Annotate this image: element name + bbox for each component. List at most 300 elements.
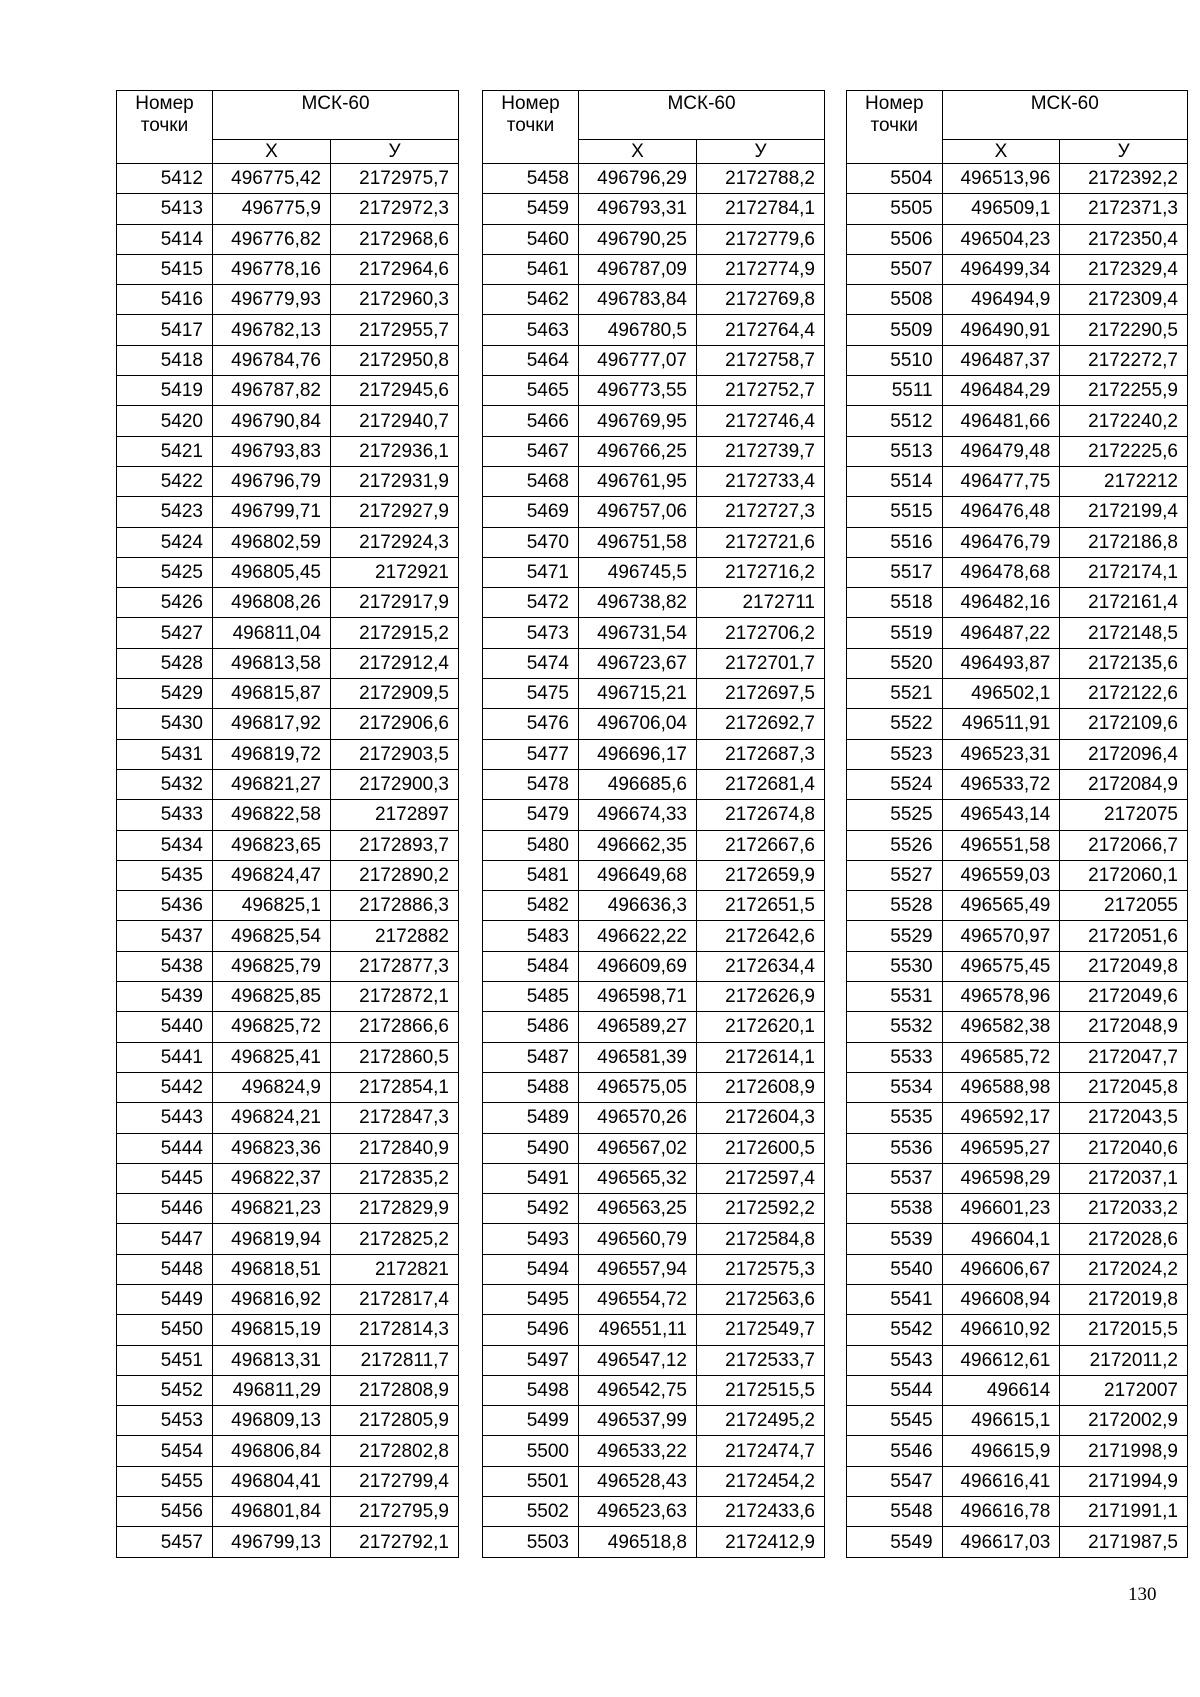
- table-row: [847, 1133, 1188, 1163]
- x-coordinate-cell: 496523,31: [942, 739, 1060, 769]
- point-number-cell: 5545: [847, 1406, 943, 1436]
- x-coordinate-cell: 496487,22: [942, 618, 1060, 648]
- table-row: [117, 406, 459, 436]
- y-coordinate-cell: 2172019,8: [1060, 1284, 1188, 1314]
- table-row: [847, 1254, 1188, 1284]
- y-coordinate-cell: 2172533,7: [697, 1345, 825, 1375]
- table-row: [483, 557, 825, 587]
- x-coordinate-cell: 496696,17: [579, 739, 697, 769]
- y-coordinate-cell: 2172047,7: [1060, 1042, 1188, 1072]
- table-row: [117, 982, 459, 1012]
- point-number-cell: 5543: [847, 1345, 943, 1375]
- point-number-cell: 5431: [117, 739, 213, 769]
- table-row: [483, 1072, 825, 1102]
- x-coordinate-cell: 496787,09: [579, 254, 697, 284]
- x-coordinate-cell: 496776,82: [213, 224, 331, 254]
- y-coordinate-cell: 2172350,4: [1060, 224, 1188, 254]
- x-coordinate-cell: 496477,75: [942, 466, 1060, 496]
- x-coordinate-cell: 496523,63: [579, 1497, 697, 1527]
- table-row: [847, 769, 1188, 799]
- x-coordinate-cell: 496528,43: [579, 1466, 697, 1496]
- table-row: [847, 164, 1188, 194]
- table-row: [847, 466, 1188, 496]
- table-row: [117, 285, 459, 315]
- table-row: [117, 1042, 459, 1072]
- y-coordinate-cell: 2172515,5: [697, 1375, 825, 1405]
- x-coordinate-cell: 496769,95: [579, 406, 697, 436]
- table-row: [847, 1224, 1188, 1254]
- x-coordinate-cell: 496509,1: [942, 194, 1060, 224]
- table-row: [483, 254, 825, 284]
- x-coordinate-cell: 496493,87: [942, 648, 1060, 678]
- point-number-cell: 5510: [847, 345, 943, 375]
- table-row: [847, 1315, 1188, 1345]
- point-number-cell: 5494: [483, 1254, 579, 1284]
- x-coordinate-cell: 496604,1: [942, 1224, 1060, 1254]
- y-coordinate-cell: 2172051,6: [1060, 921, 1188, 951]
- y-coordinate-cell: 2172921: [331, 557, 459, 587]
- table-body: [847, 164, 1188, 1558]
- point-number-cell: 5481: [483, 860, 579, 890]
- x-coordinate-cell: 496799,13: [213, 1527, 331, 1557]
- point-number-header-line2: точки: [506, 115, 555, 136]
- x-coordinate-cell: 496484,29: [942, 376, 1060, 406]
- table-row: [483, 709, 825, 739]
- y-coordinate-cell: 2172674,8: [697, 800, 825, 830]
- y-coordinate-cell: 2172135,6: [1060, 648, 1188, 678]
- x-coordinate-cell: 496815,19: [213, 1315, 331, 1345]
- x-coordinate-cell: 496825,79: [213, 951, 331, 981]
- point-number-cell: 5496: [483, 1315, 579, 1345]
- point-number-cell: 5531: [847, 982, 943, 1012]
- x-coordinate-cell: 496824,9: [213, 1072, 331, 1102]
- y-coordinate-cell: 2172290,5: [1060, 315, 1188, 345]
- y-coordinate-cell: 2172799,4: [331, 1466, 459, 1496]
- y-coordinate-cell: 2172240,2: [1060, 406, 1188, 436]
- x-coordinate-cell: 496813,31: [213, 1345, 331, 1375]
- table-row: [847, 285, 1188, 315]
- point-number-cell: 5537: [847, 1163, 943, 1193]
- x-column-header: X: [579, 140, 697, 164]
- table-row: [117, 1194, 459, 1224]
- y-coordinate-cell: 2172608,9: [697, 1072, 825, 1102]
- table-row: [483, 618, 825, 648]
- coordinate-system-header: МСК-60: [579, 91, 825, 140]
- y-coordinate-cell: 2172758,7: [697, 345, 825, 375]
- point-number-cell: 5528: [847, 891, 943, 921]
- point-number-cell: 5418: [117, 345, 213, 375]
- point-number-cell: 5457: [117, 1527, 213, 1557]
- point-number-cell: 5435: [117, 860, 213, 890]
- table-row: [117, 1103, 459, 1133]
- table-row: [847, 315, 1188, 345]
- table-row: [117, 618, 459, 648]
- y-coordinate-cell: 2172667,6: [697, 830, 825, 860]
- point-number-cell: 5526: [847, 830, 943, 860]
- x-coordinate-cell: 496560,79: [579, 1224, 697, 1254]
- table-row: [847, 709, 1188, 739]
- x-coordinate-cell: 496761,95: [579, 466, 697, 496]
- y-coordinate-cell: 2172769,8: [697, 285, 825, 315]
- y-coordinate-cell: 2172795,9: [331, 1497, 459, 1527]
- y-coordinate-cell: 2172028,6: [1060, 1224, 1188, 1254]
- x-coordinate-cell: 496824,47: [213, 860, 331, 890]
- x-coordinate-cell: 496799,71: [213, 497, 331, 527]
- y-coordinate-cell: 2172802,8: [331, 1436, 459, 1466]
- coordinate-system-header: МСК-60: [942, 91, 1187, 140]
- point-number-cell: 5539: [847, 1224, 943, 1254]
- table-row: [483, 648, 825, 678]
- x-coordinate-cell: 496481,66: [942, 406, 1060, 436]
- point-number-cell: 5443: [117, 1103, 213, 1133]
- table-row: [483, 769, 825, 799]
- table-row: [117, 800, 459, 830]
- point-number-cell: 5432: [117, 769, 213, 799]
- x-coordinate-cell: 496823,65: [213, 830, 331, 860]
- point-number-cell: 5507: [847, 254, 943, 284]
- point-number-header: [483, 91, 579, 164]
- y-coordinate-cell: 2172903,5: [331, 739, 459, 769]
- table-row: [117, 557, 459, 587]
- point-number-cell: 5430: [117, 709, 213, 739]
- table-row: [847, 224, 1188, 254]
- point-number-cell: 5472: [483, 588, 579, 618]
- y-coordinate-cell: 2172174,1: [1060, 557, 1188, 587]
- table-row: [483, 588, 825, 618]
- y-coordinate-cell: 2172681,4: [697, 769, 825, 799]
- y-coordinate-cell: 2172454,2: [697, 1466, 825, 1496]
- x-coordinate-cell: 496706,04: [579, 709, 697, 739]
- table-row: [483, 1497, 825, 1527]
- point-number-cell: 5454: [117, 1436, 213, 1466]
- table-row: [117, 224, 459, 254]
- table-row: [483, 1466, 825, 1496]
- y-coordinate-cell: 2172727,3: [697, 497, 825, 527]
- x-coordinate-cell: 496559,03: [942, 860, 1060, 890]
- x-coordinate-cell: 496751,58: [579, 527, 697, 557]
- point-number-cell: 5473: [483, 618, 579, 648]
- x-coordinate-cell: 496821,23: [213, 1194, 331, 1224]
- y-coordinate-cell: 2172701,7: [697, 648, 825, 678]
- x-coordinate-cell: 496575,05: [579, 1072, 697, 1102]
- point-number-cell: 5541: [847, 1284, 943, 1314]
- x-coordinate-cell: 496775,42: [213, 164, 331, 194]
- x-coordinate-cell: 496809,13: [213, 1406, 331, 1436]
- point-number-cell: 5421: [117, 436, 213, 466]
- y-coordinate-cell: 2172433,6: [697, 1497, 825, 1527]
- y-coordinate-cell: 2172927,9: [331, 497, 459, 527]
- y-coordinate-cell: 2172597,4: [697, 1163, 825, 1193]
- x-coordinate-cell: 496476,48: [942, 497, 1060, 527]
- point-number-cell: 5444: [117, 1133, 213, 1163]
- table-row: [847, 1527, 1188, 1557]
- table-row: [483, 1406, 825, 1436]
- table-row: [483, 800, 825, 830]
- point-number-cell: 5412: [117, 164, 213, 194]
- x-coordinate-cell: 496490,91: [942, 315, 1060, 345]
- x-coordinate-cell: 496598,71: [579, 982, 697, 1012]
- table-row: [847, 1042, 1188, 1072]
- y-coordinate-cell: 2172950,8: [331, 345, 459, 375]
- table-row: [483, 982, 825, 1012]
- y-coordinate-cell: 2172687,3: [697, 739, 825, 769]
- point-number-cell: 5513: [847, 436, 943, 466]
- table-row: [483, 1527, 825, 1557]
- x-coordinate-cell: 496542,75: [579, 1375, 697, 1405]
- x-coordinate-cell: 496790,84: [213, 406, 331, 436]
- x-coordinate-cell: 496565,49: [942, 891, 1060, 921]
- x-coordinate-cell: 496778,16: [213, 254, 331, 284]
- point-number-cell: 5506: [847, 224, 943, 254]
- x-coordinate-cell: 496815,87: [213, 679, 331, 709]
- table-row: [847, 376, 1188, 406]
- table-row: [483, 1436, 825, 1466]
- point-number-cell: 5415: [117, 254, 213, 284]
- point-number-cell: 5498: [483, 1375, 579, 1405]
- x-coordinate-cell: 496805,45: [213, 557, 331, 587]
- table-row: [117, 194, 459, 224]
- table-row: [117, 921, 459, 951]
- point-number-cell: 5426: [117, 588, 213, 618]
- y-coordinate-cell: 2172792,1: [331, 1527, 459, 1557]
- point-number-cell: 5424: [117, 527, 213, 557]
- y-coordinate-cell: 2172626,9: [697, 982, 825, 1012]
- x-coordinate-cell: 496819,72: [213, 739, 331, 769]
- y-coordinate-cell: 2172739,7: [697, 436, 825, 466]
- point-number-cell: 5486: [483, 1012, 579, 1042]
- table-row: [117, 1163, 459, 1193]
- y-coordinate-cell: 2172563,6: [697, 1284, 825, 1314]
- y-coordinate-cell: 2172043,5: [1060, 1103, 1188, 1133]
- point-number-cell: 5480: [483, 830, 579, 860]
- table-row: [483, 194, 825, 224]
- y-coordinate-cell: 2172784,1: [697, 194, 825, 224]
- x-coordinate-cell: 496819,94: [213, 1224, 331, 1254]
- point-number-cell: 5441: [117, 1042, 213, 1072]
- point-number-cell: 5521: [847, 679, 943, 709]
- x-coordinate-cell: 496537,99: [579, 1406, 697, 1436]
- y-coordinate-cell: 2172872,1: [331, 982, 459, 1012]
- x-coordinate-cell: 496543,14: [942, 800, 1060, 830]
- x-coordinate-cell: 496779,93: [213, 285, 331, 315]
- point-number-cell: 5491: [483, 1163, 579, 1193]
- y-coordinate-cell: 2172697,5: [697, 679, 825, 709]
- table-row: [483, 1284, 825, 1314]
- x-coordinate-cell: 496821,27: [213, 769, 331, 799]
- y-coordinate-cell: 2172007: [1060, 1375, 1188, 1405]
- y-coordinate-cell: 2172109,6: [1060, 709, 1188, 739]
- x-coordinate-cell: 496783,84: [579, 285, 697, 315]
- x-coordinate-cell: 496816,92: [213, 1284, 331, 1314]
- x-coordinate-cell: 496476,79: [942, 527, 1060, 557]
- table-row: [847, 1163, 1188, 1193]
- point-number-cell: 5530: [847, 951, 943, 981]
- y-coordinate-cell: 2172752,7: [697, 376, 825, 406]
- table-row: [117, 436, 459, 466]
- x-coordinate-cell: 496608,94: [942, 1284, 1060, 1314]
- x-coordinate-cell: 496822,58: [213, 800, 331, 830]
- y-coordinate-cell: 2172592,2: [697, 1194, 825, 1224]
- table-row: [847, 1466, 1188, 1496]
- y-coordinate-cell: 2172634,4: [697, 951, 825, 981]
- coordinates-table: [482, 90, 825, 1558]
- point-number-header-line1: Номер: [865, 93, 924, 114]
- y-coordinate-cell: 2171991,1: [1060, 1497, 1188, 1527]
- y-coordinate-cell: 2172002,9: [1060, 1406, 1188, 1436]
- y-coordinate-cell: 2172808,9: [331, 1375, 459, 1405]
- y-coordinate-cell: 2172886,3: [331, 891, 459, 921]
- table-row: [483, 285, 825, 315]
- x-coordinate-cell: 496565,32: [579, 1163, 697, 1193]
- point-number-cell: 5525: [847, 800, 943, 830]
- x-coordinate-cell: 496511,91: [942, 709, 1060, 739]
- point-number-cell: 5450: [117, 1315, 213, 1345]
- x-coordinate-cell: 496825,1: [213, 891, 331, 921]
- table-row: [117, 527, 459, 557]
- y-coordinate-cell: 2172212: [1060, 466, 1188, 496]
- table-row: [483, 1224, 825, 1254]
- y-coordinate-cell: 2172779,6: [697, 224, 825, 254]
- y-coordinate-cell: 2172049,8: [1060, 951, 1188, 981]
- point-number-cell: 5503: [483, 1527, 579, 1557]
- y-coordinate-cell: 2172084,9: [1060, 769, 1188, 799]
- point-number-cell: 5487: [483, 1042, 579, 1072]
- y-coordinate-cell: 2172045,8: [1060, 1072, 1188, 1102]
- table-row: [847, 527, 1188, 557]
- point-number-cell: 5505: [847, 194, 943, 224]
- table-row: [847, 830, 1188, 860]
- point-number-cell: 5546: [847, 1436, 943, 1466]
- x-coordinate-cell: 496598,29: [942, 1163, 1060, 1193]
- point-number-cell: 5417: [117, 315, 213, 345]
- table-row: [483, 921, 825, 951]
- y-coordinate-cell: 2172549,7: [697, 1315, 825, 1345]
- x-coordinate-cell: 496533,22: [579, 1436, 697, 1466]
- table-row: [117, 1345, 459, 1375]
- x-coordinate-cell: 496823,36: [213, 1133, 331, 1163]
- table-row: [483, 1315, 825, 1345]
- table-row: [483, 1012, 825, 1042]
- y-coordinate-cell: 2172866,6: [331, 1012, 459, 1042]
- y-coordinate-cell: 2172706,2: [697, 618, 825, 648]
- point-number-cell: 5416: [117, 285, 213, 315]
- table-row: [483, 345, 825, 375]
- x-coordinate-cell: 496487,37: [942, 345, 1060, 375]
- point-number-cell: 5423: [117, 497, 213, 527]
- x-coordinate-cell: 496787,82: [213, 376, 331, 406]
- table-row: [117, 497, 459, 527]
- point-number-cell: 5488: [483, 1072, 579, 1102]
- point-number-cell: 5479: [483, 800, 579, 830]
- x-coordinate-cell: 496793,83: [213, 436, 331, 466]
- y-coordinate-cell: 2172912,4: [331, 648, 459, 678]
- point-number-cell: 5453: [117, 1406, 213, 1436]
- table-row: [483, 739, 825, 769]
- table-row: [117, 1315, 459, 1345]
- x-coordinate-cell: 496636,3: [579, 891, 697, 921]
- point-number-cell: 5482: [483, 891, 579, 921]
- point-number-cell: 5460: [483, 224, 579, 254]
- y-coordinate-cell: 2172659,9: [697, 860, 825, 890]
- x-coordinate-cell: 496685,6: [579, 769, 697, 799]
- x-coordinate-cell: 496482,16: [942, 588, 1060, 618]
- y-coordinate-cell: 2172642,6: [697, 921, 825, 951]
- x-coordinate-cell: 496606,67: [942, 1254, 1060, 1284]
- table-row: [483, 1133, 825, 1163]
- table-row: [847, 618, 1188, 648]
- table-row: [117, 769, 459, 799]
- point-number-cell: 5478: [483, 769, 579, 799]
- x-coordinate-cell: 496585,72: [942, 1042, 1060, 1072]
- table-row: [117, 679, 459, 709]
- table-row: [483, 891, 825, 921]
- point-number-cell: 5434: [117, 830, 213, 860]
- point-number-cell: 5497: [483, 1345, 579, 1375]
- x-coordinate-cell: 496502,1: [942, 679, 1060, 709]
- y-coordinate-cell: 2172371,3: [1060, 194, 1188, 224]
- y-coordinate-cell: 2172692,7: [697, 709, 825, 739]
- x-coordinate-cell: 496554,72: [579, 1284, 697, 1314]
- y-coordinate-cell: 2172805,9: [331, 1406, 459, 1436]
- table-row: [847, 1406, 1188, 1436]
- point-number-cell: 5467: [483, 436, 579, 466]
- y-coordinate-cell: 2172049,6: [1060, 982, 1188, 1012]
- point-number-header-line1: Номер: [135, 93, 194, 114]
- y-coordinate-cell: 2172811,7: [331, 1345, 459, 1375]
- table-row: [117, 1254, 459, 1284]
- table-row: [117, 648, 459, 678]
- point-number-cell: 5433: [117, 800, 213, 830]
- point-number-cell: 5476: [483, 709, 579, 739]
- x-coordinate-cell: 496780,5: [579, 315, 697, 345]
- point-number-cell: 5523: [847, 739, 943, 769]
- y-coordinate-cell: 2172890,2: [331, 860, 459, 890]
- table-row: [117, 1527, 459, 1557]
- point-number-cell: 5495: [483, 1284, 579, 1314]
- table-row: [117, 345, 459, 375]
- point-number-cell: 5469: [483, 497, 579, 527]
- table-body: [117, 164, 459, 1558]
- point-number-cell: 5471: [483, 557, 579, 587]
- x-coordinate-cell: 496588,98: [942, 1072, 1060, 1102]
- x-coordinate-cell: 496811,04: [213, 618, 331, 648]
- x-coordinate-cell: 496575,45: [942, 951, 1060, 981]
- y-coordinate-cell: 2172015,5: [1060, 1315, 1188, 1345]
- x-coordinate-cell: 496757,06: [579, 497, 697, 527]
- point-number-cell: 5544: [847, 1375, 943, 1405]
- x-coordinate-cell: 496595,27: [942, 1133, 1060, 1163]
- y-coordinate-cell: 2172055: [1060, 891, 1188, 921]
- x-coordinate-cell: 496784,76: [213, 345, 331, 375]
- table-row: [117, 315, 459, 345]
- x-coordinate-cell: 496563,25: [579, 1194, 697, 1224]
- y-coordinate-cell: 2171998,9: [1060, 1436, 1188, 1466]
- table-row: [847, 254, 1188, 284]
- x-coordinate-cell: 496782,13: [213, 315, 331, 345]
- table-row: [117, 1284, 459, 1314]
- x-coordinate-cell: 496616,41: [942, 1466, 1060, 1496]
- x-coordinate-cell: 496715,21: [579, 679, 697, 709]
- table-row: [117, 1375, 459, 1405]
- point-number-cell: 5448: [117, 1254, 213, 1284]
- y-coordinate-cell: 2172309,4: [1060, 285, 1188, 315]
- point-number-cell: 5456: [117, 1497, 213, 1527]
- y-coordinate-cell: 2172604,3: [697, 1103, 825, 1133]
- y-coordinate-cell: 2172620,1: [697, 1012, 825, 1042]
- y-coordinate-cell: 2172975,7: [331, 164, 459, 194]
- point-number-cell: 5458: [483, 164, 579, 194]
- point-number-cell: 5501: [483, 1466, 579, 1496]
